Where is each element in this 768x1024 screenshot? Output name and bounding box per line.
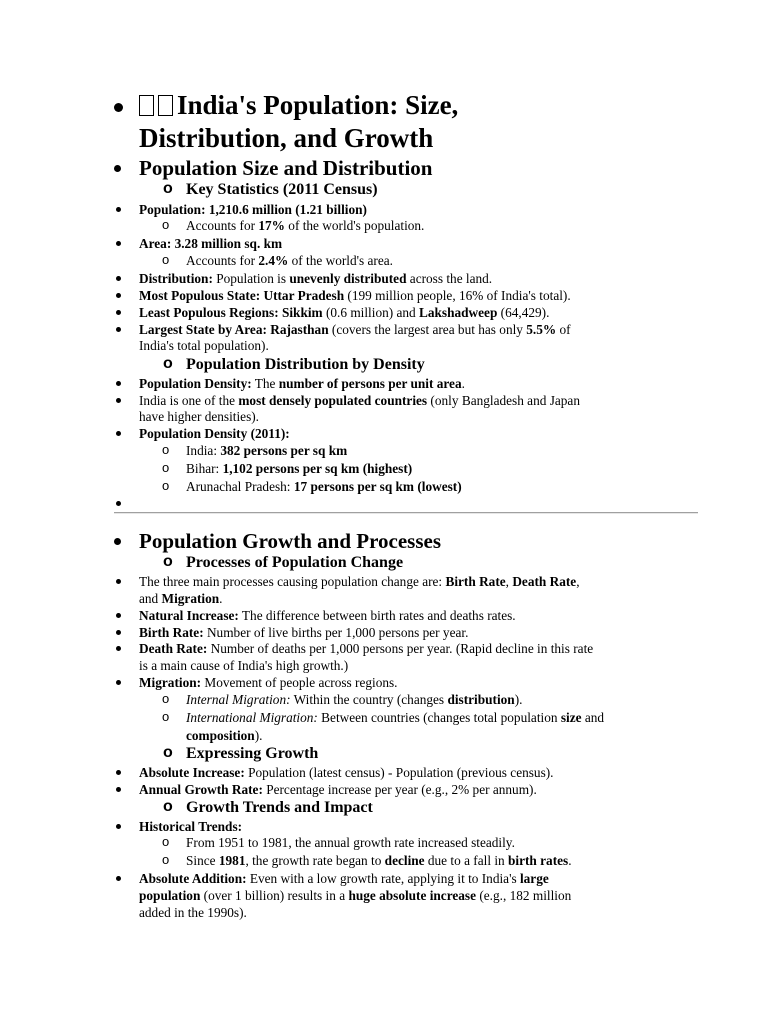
item-text: and Migration. bbox=[139, 591, 223, 606]
bullet bbox=[114, 538, 121, 545]
bullet-o: o bbox=[162, 217, 170, 232]
item-text: Absolute Increase: Population (latest census) - Population (previous census). bbox=[139, 765, 554, 780]
item-text: Natural Increase: The difference between birth rates and deaths rates. bbox=[139, 608, 516, 623]
bullet bbox=[116, 824, 121, 829]
bullet-o: o bbox=[162, 709, 170, 724]
bullet bbox=[116, 293, 121, 298]
bullet bbox=[116, 680, 121, 685]
item-text: Least Populous Regions: Sikkim (0.6 million) and Lakshadweep (64,429). bbox=[139, 305, 550, 320]
item-text: The three main processes causing population change are: Birth Rate, Death Rate, bbox=[139, 574, 580, 589]
item-text: Historical Trends: bbox=[139, 819, 243, 834]
bullet-o: o bbox=[163, 744, 173, 761]
bullet bbox=[116, 646, 121, 651]
bullet bbox=[116, 327, 121, 332]
item-text: is a main cause of India's high growth.) bbox=[139, 658, 349, 673]
bullet-o: o bbox=[162, 478, 170, 493]
bullet bbox=[116, 381, 121, 386]
item-text: Accounts for 2.4% of the world's area. bbox=[186, 253, 393, 268]
bullet bbox=[116, 398, 121, 403]
item-text: population (over 1 billion) results in a huge absolute increase (e.g., 182 million bbox=[139, 888, 572, 903]
item-text: Death Rate: Number of deaths per 1,000 persons per year. (Rapid decline in this rate bbox=[139, 641, 594, 656]
horizontal-rule bbox=[114, 512, 698, 514]
heading-text: Population Size and Distribution bbox=[139, 156, 433, 180]
bullet bbox=[116, 276, 121, 281]
bullet bbox=[116, 630, 121, 635]
item-text: Since 1981, the growth rate began to decline due to a fall in birth rates. bbox=[186, 853, 572, 868]
bullet bbox=[116, 787, 121, 792]
item-text: India: 382 persons per sq km bbox=[186, 443, 348, 458]
bullet-o: o bbox=[162, 834, 170, 849]
item-text: From 1951 to 1981, the annual growth rate increased steadily. bbox=[186, 835, 515, 850]
bullet-o: o bbox=[163, 798, 173, 815]
bullet-o: o bbox=[163, 553, 173, 570]
bullet-o: o bbox=[162, 460, 170, 475]
item-text: Internal Migration: Within the country (changes distribution). bbox=[186, 692, 523, 707]
bullet-o: o bbox=[162, 252, 170, 267]
item-text: Area: 3.28 million sq. km bbox=[139, 236, 283, 251]
item-text: Most Populous State: Uttar Pradesh (199 million people, 16% of India's total). bbox=[139, 288, 571, 303]
item-text: Arunachal Pradesh: 17 persons per sq km (lowest) bbox=[186, 479, 462, 494]
item-text: International Migration: Between countries (changes total population size and bbox=[186, 710, 605, 725]
item-text: Birth Rate: Number of live births per 1,000 persons per year. bbox=[139, 625, 469, 640]
bullet bbox=[116, 613, 121, 618]
item-text: Largest State by Area: Rajasthan (covers the largest area but has only 5.5% of bbox=[139, 322, 571, 337]
missing-glyph-icon bbox=[139, 95, 154, 116]
bullet bbox=[116, 579, 121, 584]
item-text: India is one of the most densely populated countries (only Bangladesh and Japan bbox=[139, 393, 580, 408]
page-title: India's Population: Size, bbox=[139, 90, 458, 121]
item-text: Population Density: The number of persons per unit area. bbox=[139, 376, 465, 391]
item-text: added in the 1990s). bbox=[139, 905, 247, 920]
bullet bbox=[116, 501, 121, 506]
item-text: Population Density (2011): bbox=[139, 426, 290, 441]
subheading-text: Population Distribution by Density bbox=[186, 356, 425, 373]
bullet-o: o bbox=[162, 442, 170, 457]
subheading-text: Key Statistics (2011 Census) bbox=[186, 181, 378, 198]
bullet bbox=[116, 207, 121, 212]
subheading-text: Growth Trends and Impact bbox=[186, 799, 373, 816]
bullet bbox=[116, 770, 121, 775]
subheading-text: Expressing Growth bbox=[186, 745, 319, 762]
item-text: have higher densities). bbox=[139, 409, 260, 424]
item-text: Accounts for 17% of the world's population. bbox=[186, 218, 425, 233]
missing-glyph-icon bbox=[158, 95, 173, 116]
item-text: Population: 1,210.6 million (1.21 billion) bbox=[139, 202, 367, 217]
item-text: Bihar: 1,102 persons per sq km (highest) bbox=[186, 461, 413, 476]
item-text: India's total population). bbox=[139, 338, 269, 353]
bullet-o: o bbox=[162, 691, 170, 706]
item-text: composition). bbox=[186, 728, 263, 743]
item-text: Annual Growth Rate: Percentage increase per year (e.g., 2% per annum). bbox=[139, 782, 537, 797]
bullet bbox=[116, 241, 121, 246]
bullet bbox=[114, 103, 123, 112]
bullet-o: o bbox=[162, 852, 170, 867]
item-text: Migration: Movement of people across regions. bbox=[139, 675, 398, 690]
bullet bbox=[116, 431, 121, 436]
item-text: Absolute Addition: Even with a low growth rate, applying it to India's large bbox=[139, 871, 549, 886]
bullet-o: o bbox=[163, 180, 173, 197]
bullet bbox=[114, 165, 121, 172]
bullet-o: o bbox=[163, 355, 173, 372]
heading-text: Population Growth and Processes bbox=[139, 529, 441, 553]
page-title-cont: Distribution, and Growth bbox=[139, 123, 434, 153]
bullet bbox=[116, 876, 121, 881]
bullet bbox=[116, 310, 121, 315]
subheading-text: Processes of Population Change bbox=[186, 554, 404, 571]
item-text: Distribution: Population is unevenly distributed across the land. bbox=[139, 271, 493, 286]
